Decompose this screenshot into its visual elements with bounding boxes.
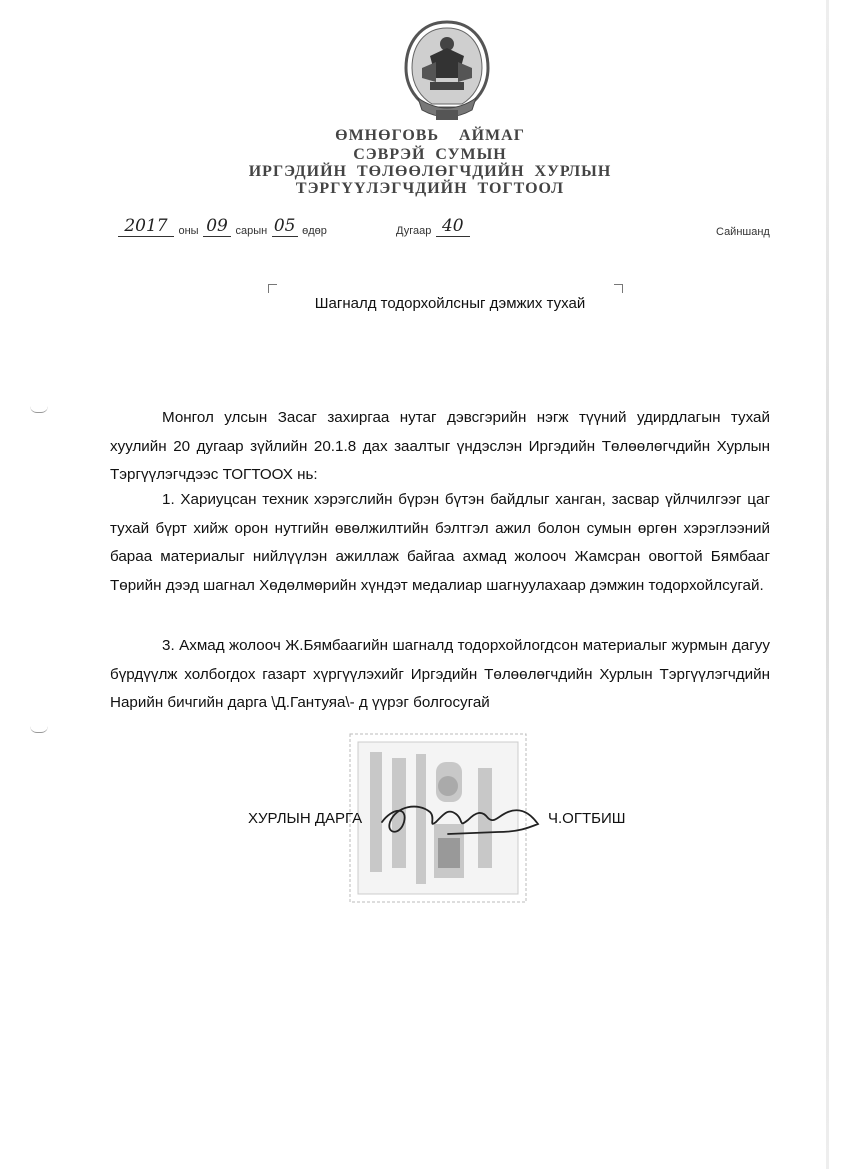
header-aimag: ӨМНӨГОВЬ АЙМАГ [335, 127, 525, 144]
document-number: 40 [436, 216, 470, 237]
handwritten-signature-icon [378, 788, 548, 848]
number-line [396, 216, 470, 238]
signatory-role: ХУРЛЫН ДАРГА [248, 810, 363, 827]
title-bracket-left [268, 284, 277, 293]
margin-mark [30, 406, 48, 413]
number-label: Дугаар [396, 225, 432, 237]
date-month-label: сарын [235, 225, 268, 237]
decision-item-3: 3. Ахмад жолооч Ж.Бямбаагийн шагналд тодорхойлогдсон материалыг журмын дагуу бүрдүүлж холбогдох газарт хүргүүлэхийг Иргэдийн Төлөөлөгчдийн Хурлын Тэргүүлэгчдийн Нарийн бичгийн дарга \Д.Гантуяа\- д үүрэг болгосугай [110, 637, 770, 711]
date-line [118, 216, 327, 238]
header-khural: ИРГЭДИЙН ТӨЛӨӨЛӨГЧДИЙН ХУРЛЫН [248, 163, 612, 180]
title-bracket-right [614, 284, 623, 293]
margin-mark [30, 726, 48, 733]
state-emblem-icon [400, 18, 494, 130]
intro-paragraph: Монгол улсын Засаг захиргаа нутаг дэвсгэрийн нэгж түүний удирдлагын тухай хуулийн 20 дугаар зүйлийн 20.1.8 дах заалтыг үндэслэн Иргэдийн Төлөөлөгчдийн Хурлын Тэргүүлэгчдээс ТОГТООХ нь: [110, 409, 770, 483]
date-month: 09 [203, 216, 231, 237]
decision-item-1: 1. Хариуцсан техник хэрэгслийн бүрэн бүтэн байдлыг ханган, засвар үйлчилгээг цаг тухай бүрт хийж орон нутгийн өвөлжилтийн бэлтгэл ажил болон сумын өргөн хэрэглээний бараа материалыг нийлүүлэн ажиллаж байгаа ахмад жолооч Жамсран овогтой Бямбааг Төрийн дээд шагнал Хөдөлмөрийн хүндэт медалиар шагнуулахаар дэмжин тодорхойлсугай. [110, 491, 770, 594]
date-year: 2017 [118, 216, 174, 237]
date-day: 05 [272, 216, 298, 237]
signatory-name: Ч.ОГТБИШ [548, 810, 626, 827]
date-year-label: оны [178, 225, 199, 237]
document-title: Шагналд тодорхойлсныг дэмжих тухай [314, 295, 586, 312]
date-day-label: өдөр [302, 225, 327, 237]
header-sum: СЭВРЭЙ СУМЫН [353, 146, 507, 163]
place-name: Сайншанд [716, 226, 770, 238]
header-resolution: ТЭРГҮҮЛЭГЧДИЙН ТОГТООЛ [295, 180, 565, 197]
